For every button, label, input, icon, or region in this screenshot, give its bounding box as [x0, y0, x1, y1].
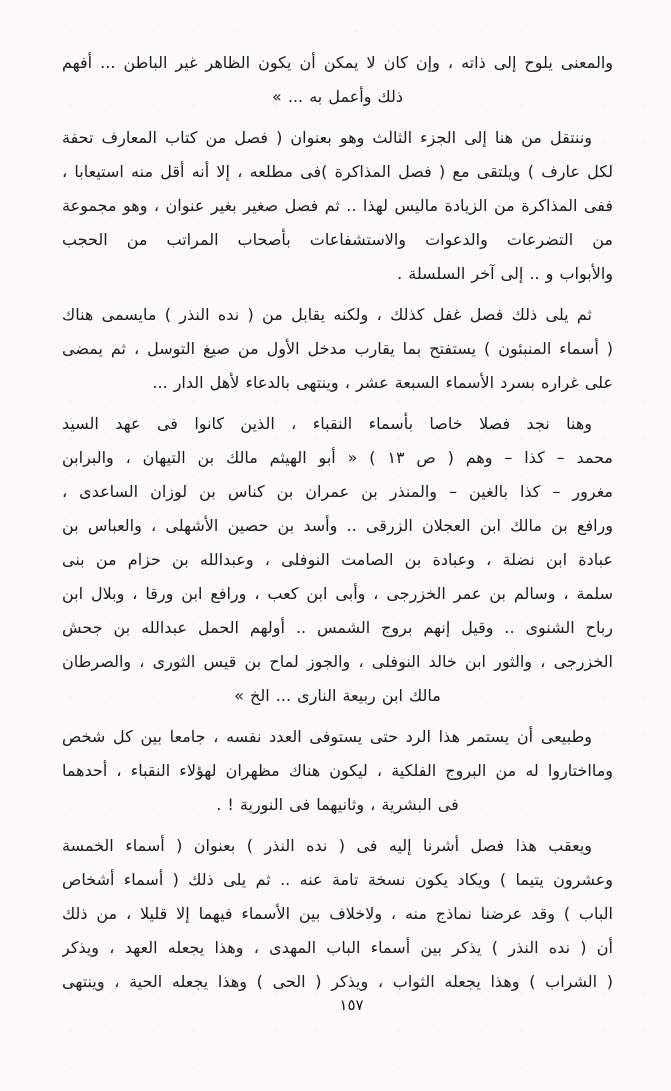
text-line: لكل عارف ) ويلتقى مع ( فصل المذاكرة )فى مطلعه ، إلا أنه أقل منه استيعابا ، [62, 162, 613, 181]
paragraph [62, 829, 613, 999]
text-line: ومااختاروا له من البروج الفلكية ، ليكون هناك مظهران لهؤلاء النقباء ، أحدهما [62, 761, 613, 780]
page-number: ١٥٧ [339, 996, 364, 1014]
paragraph [62, 46, 613, 114]
text-line: ورافع بن مالك ابن العجلان الزرقى .. وأسد بن حصين الأشهلى ، والعباس بن [62, 516, 613, 535]
paragraph [62, 298, 613, 400]
text-line: وننتقل من هنا إلى الجزء الثالث وهو بعنوان ( فصل من كتاب المعارف تحفة [62, 128, 592, 147]
text-line: محمد – كذا – وهم ( ص ١٣ ) « أبو الهيثم مالك بن التيهان ، والبرابن [62, 448, 613, 467]
text-line: على غراره بسرد الأسماء السبعة عشر ، وينتهى بالدعاء لأهل الدار ... [152, 373, 613, 392]
text-line: ( الشراب ) وهذا يجعله الثواب ، ويذكر ( الحى ) وهذا يجعله الحية ، وينتهى [62, 972, 613, 991]
paragraph [62, 121, 613, 291]
text-line: ذلك وأعمل به ... » [272, 87, 403, 106]
paragraph [62, 720, 613, 822]
text-line: مالك ابن ربيعة النارى ... الخ » [234, 686, 441, 705]
text-line: فى البشرية ، وثانيهما فى النورية ! . [216, 795, 459, 814]
text-line: الخزرجى ، والثور ابن خالد النوفلى ، والجوز لماح بن قيس الثورى ، والصرطان [62, 652, 613, 671]
text-line: ويعقب هذا فصل أشرنا إليه فى ( نده النذر ) بعنوان ( أسماء الخمسة [62, 836, 592, 855]
text-line: ( أسماء المنبئون ) يستفتح بما يقارب مدخل الأول من صيغ التوسل ، ثم يمضى [62, 339, 613, 358]
text-line: رباح الشنوى .. وقيل إنهم بروج الشمس .. أولهم الحمل عبدالله بن جحش [62, 618, 613, 637]
text-line: والمعنى يلوح إلى ذاته ، وإن كان لا يمكن أن يكون الظاهر غير الباطن ... أفهم [62, 53, 613, 72]
text-line: مغرور – كذا بالغين – والمنذر بن عمران بن كناس بن لوزان الساعدى ، [62, 482, 613, 501]
text-line: ثم يلى ذلك فصل غفل كذلك ، ولكنه يقابل من ( نده النذر ) مايسمى هناك [62, 305, 592, 324]
text-line: سلمة ، وسالم بن عمر الخزرجى ، وأبى ابن كعب ، ورافع ابن ورقا ، وبلال ابن [62, 584, 613, 603]
paragraph [62, 407, 613, 713]
text-line: وطبيعى أن يستمر هذا الرد حتى يستوفى العدد نفسه ، جامعا بين كل شخص [62, 727, 592, 746]
text-line: وهنا نجد فصلا خاصا بأسماء النقباء ، الذين كانوا فى عهد السيد [62, 414, 592, 433]
text-line: أن ( نده النذر ) يذكر بين أسماء الباب المهدى ، وهذا يجعله العهد ، ويذكر [62, 938, 613, 957]
text-line: من التضرعات والدعوات والاستشفاعات بأصحاب المراتب من الحجب [62, 230, 613, 249]
text-line: وعشرون يتيما ) ويكاد يكون نسخة تامة عنه .. ثم يلى ذلك ( أسماء أشخاص [62, 870, 613, 889]
text-line: عبادة ابن نضلة ، وعبادة بن الصامت النوفلى ، وعبدالله بن حزام من بنى [62, 550, 613, 569]
text-line: ففى المذاكرة من الزيادة ماليس لهذا .. ثم فصل صغير بغير عنوان ، وهو مجموعة [62, 196, 613, 215]
text-line: الباب ) وقد عرضنا نماذج منه ، ولاخلاف بين الأسماء فيهما إلا قليلا ، من ذلك [62, 904, 613, 923]
text-line: والأبواب و .. إلى آخر السلسلة . [397, 264, 613, 283]
